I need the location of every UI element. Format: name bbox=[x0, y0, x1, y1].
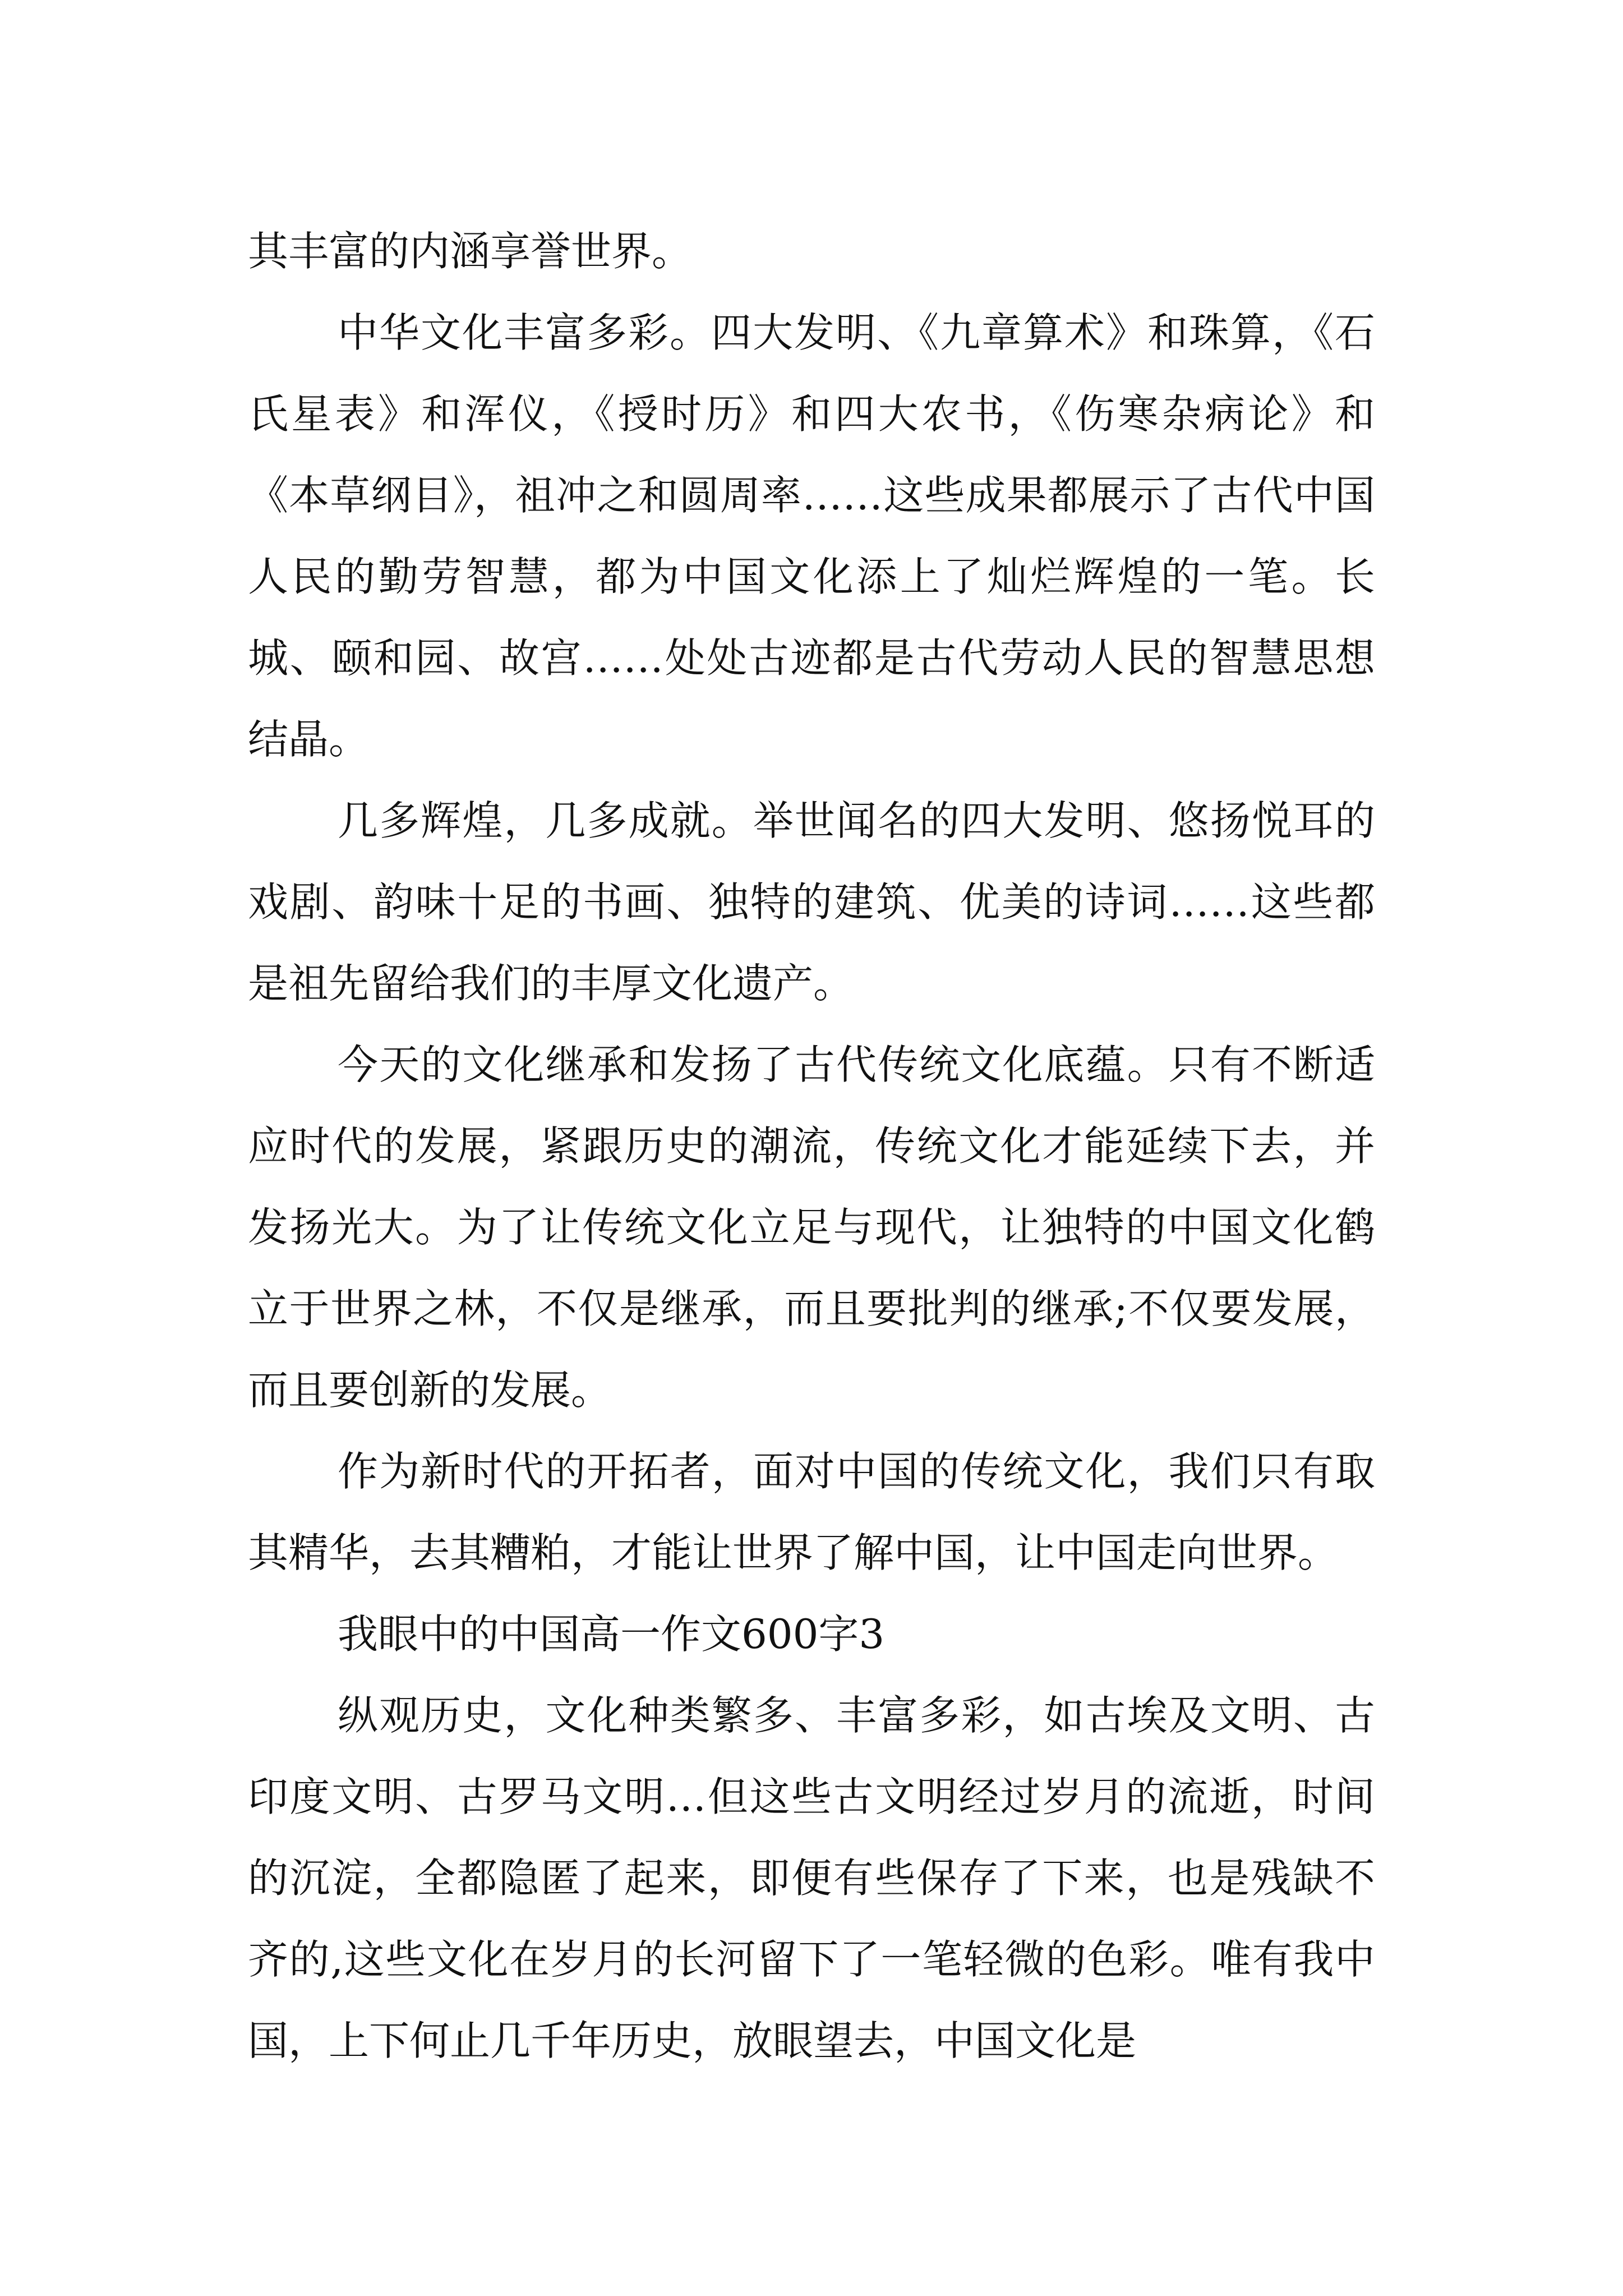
paragraph-inheritance: 今天的文化继承和发扬了古代传统文化底蕴。只有不断适应时代的发展，紧跟历史的潮流，传统文化才能延续下去，并发扬光大。为了让传统文化立足与现代，让独特的中国文化鹤立于世界之林，不仅是继承，而且要批判的继承;不仅要发展，而且要创新的发展。 bbox=[248, 1041, 1375, 1414]
paragraph-achievements: 几多辉煌，几多成就。举世闻名的四大发明、悠扬悦耳的戏剧、韵味十足的书画、独特的建筑、优美的诗词……这些都是祖先留给我们的丰厚文化遗产。 bbox=[248, 797, 1375, 1007]
paragraph-culture-richness: 中华文化丰富多彩。四大发明、《九章算术》和珠算，《石氏星表》和浑仪，《授时历》和四大农书，《伤寒杂病论》和《本草纲目》，祖冲之和圆周率……这些成果都展示了古代中国人民的勤劳智慧，都为中国文化添上了灿烂辉煌的一笔。长城、颐和园、故宫……处处古迹都是古代劳动人民的智慧思想结晶。 bbox=[248, 309, 1375, 763]
paragraph-history-overview: 纵观历史，文化种类繁多、丰富多彩，如古埃及文明、古印度文明、古罗马文明…但这些古文明经过岁月的流逝，时间的沉淀，全都隐匿了起来，即便有些保存了下来，也是残缺不齐的,这些文化在岁月的长河留下了一笔轻微的色彩。唯有我中国，上下何止几千年历史，放眼望去，中国文化是 bbox=[248, 1692, 1375, 2064]
essay-heading: 我眼中的中国高一作文600字3 bbox=[338, 1611, 885, 1658]
paragraph-pioneers: 作为新时代的开拓者，面对中国的传统文化，我们只有取其精华，去其糟粕，才能让世界了解中国，让中国走向世界。 bbox=[248, 1448, 1375, 1576]
document-body bbox=[248, 211, 1375, 2082]
paragraph-continuation: 其丰富的内涵享誉世界。 bbox=[248, 228, 693, 275]
